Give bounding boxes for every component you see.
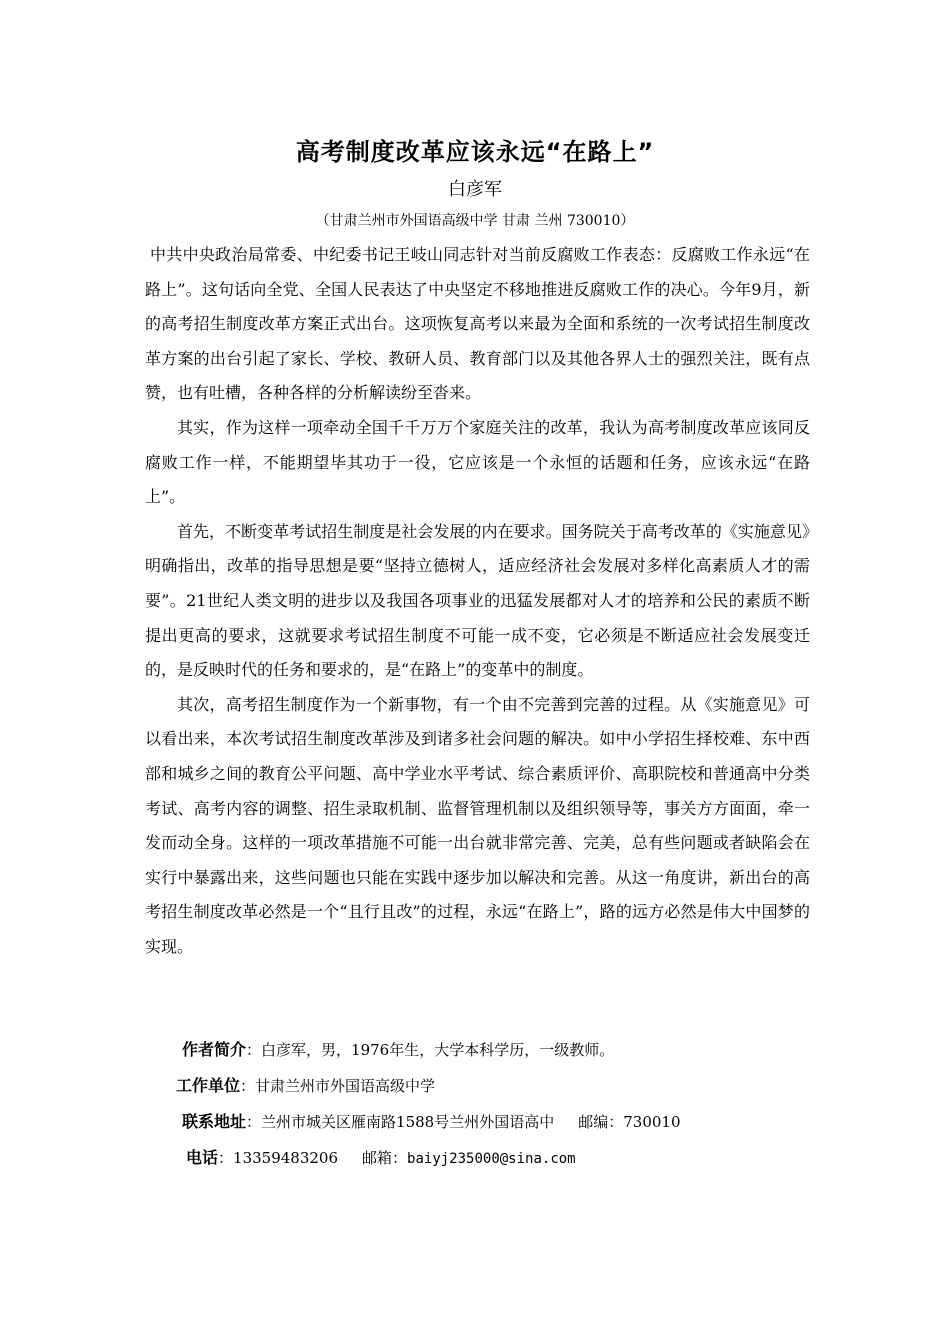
bio-address-value: 兰州市城关区雁南路1588号兰州外国语高中 [261, 1113, 555, 1131]
bio-phone-value: 13359483206 [233, 1149, 339, 1167]
bio-intro-value: 白彦军，男，1976年生，大学本科学历，一级教师。 [261, 1041, 615, 1059]
bio-address-label: 联系地址 [182, 1112, 247, 1131]
bio-intro-row: 作者简介：白彦军，男，1976年生，大学本科学历，一级教师。 [182, 1040, 615, 1059]
bio-contact-row: 电话：13359483206 邮箱：baiyj235000@sina.com [186, 1148, 576, 1167]
author-affiliation: （甘肃兰州市外国语高级中学 甘肃 兰州 730010） [315, 213, 635, 229]
bio-unit-value: 甘肃兰州市外国语高级中学 [255, 1077, 436, 1095]
bio-intro-label: 作者简介 [182, 1040, 247, 1059]
paragraph: 其实，作为这样一项牵动全国千千万万个家庭关注的改革，我认为高考制度改革应该同反腐败工作一样，不能期望毕其功于一役，它应该是一个永恒的话题和任务，应该永远“在路上”。 [145, 417, 810, 507]
paragraph: 其次，高考招生制度作为一个新事物，有一个由不完善到完善的过程。从《实施意见》可以看出来，本次考试招生制度改革涉及到诸多社会问题的解决。如中小学招生择校难、东中西部和城乡之间的教育公平问题、高中学业水平考试、综合素质评价、高职院校和普通高中分类考试、高考内容的调整、招生录取机制、监督管理机制以及组织领导等，事关方方面面，牵一发而动全身。这样的一项改革措施不可能一出台就非常完善、完美，总有些问题或者缺陷会在实行中暴露出来，这些问题也只能在实践中逐步加以解决和完善。从这一角度讲，新出台的高考招生制度改革必然是一个“且行且改”的过程，永远“在路上”，路的远方必然是伟大中国梦的实现。 [145, 694, 810, 956]
bio-postcode-value: 730010 [623, 1113, 681, 1131]
bio-email-label: 邮箱： [362, 1149, 408, 1167]
article-body [145, 238, 810, 964]
author-name: 白彦军 [448, 179, 502, 200]
bio-postcode-label: 邮编： [578, 1113, 624, 1131]
bio-unit-row: 工作单位：甘肃兰州市外国语高级中学 [176, 1076, 436, 1095]
document-title: 高考制度改革应该永远“在路上” [295, 138, 655, 166]
author-bio [176, 1032, 816, 1176]
bio-phone-label: 电话 [186, 1148, 219, 1167]
bio-email-value: baiyj235000@sina.com [407, 1151, 576, 1167]
paragraph: 首先，不断变革考试招生制度是社会发展的内在要求。国务院关于高考改革的《实施意见》明确指出，改革的指导思想是要“坚持立德树人，适应经济社会发展对多样化高素质人才的需要”。21世纪人类文明的进步以及我国各项事业的迅猛发展都对人才的培养和公民的素质不断提出更高的要求，这就要求考试招生制度不可能一成不变，它必须是不断适应社会发展变迁的，是反映时代的任务和要求的，是“在路上”的变革中的制度。 [145, 521, 810, 680]
paragraph: 中共中央政治局常委、中纪委书记王岐山同志针对当前反腐败工作表态：反腐败工作永远“在路上”。这句话向全党、全国人民表达了中央坚定不移地推进反腐败工作的决心。今年9月，新的高考招生制度改革方案正式出台。这项恢复高考以来最为全面和系统的一次考试招生制度改革方案的出台引起了家长、学校、教研人员、教育部门以及其他各界人士的强烈关注，既有点赞，也有吐槽，各种各样的分析解读纷至沓来。 [145, 245, 810, 403]
bio-address-row: 联系地址：兰州市城关区雁南路1588号兰州外国语高中 邮编：730010 [182, 1112, 681, 1131]
bio-unit-label: 工作单位 [176, 1076, 241, 1095]
